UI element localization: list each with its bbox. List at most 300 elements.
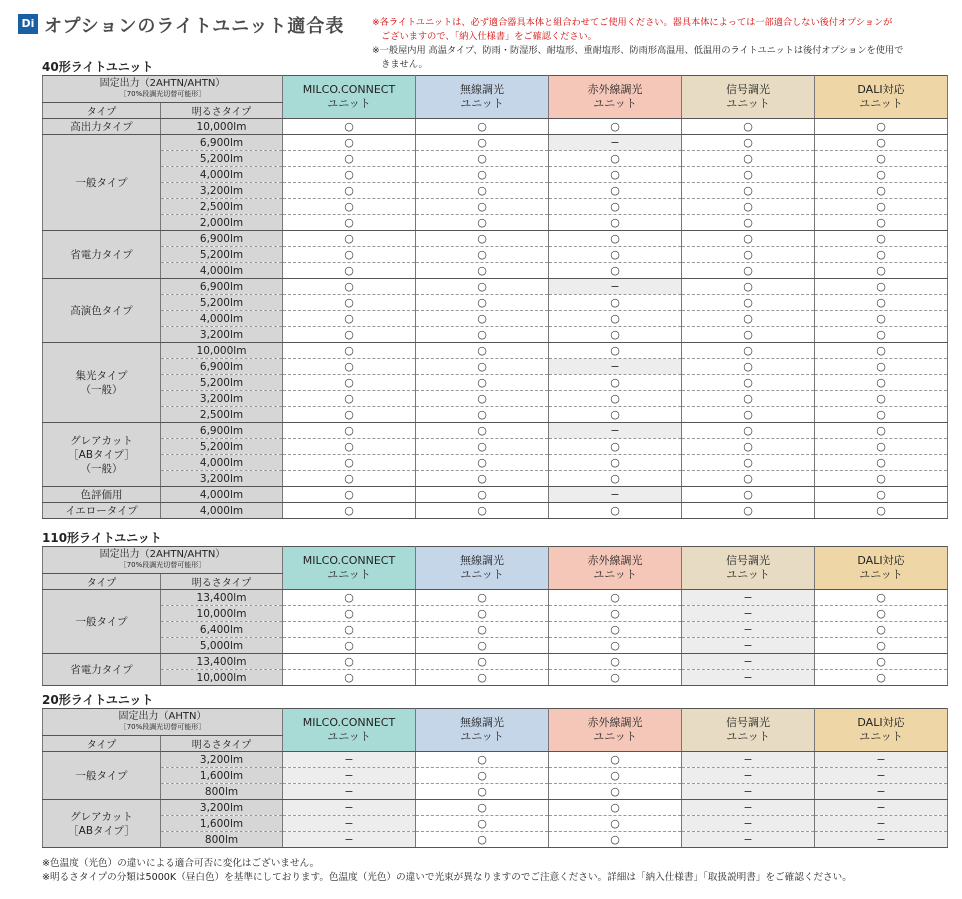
- compat-cell-shingo: ○: [682, 455, 815, 471]
- compat-cell-shingo: ○: [682, 247, 815, 263]
- type-label-line: （一般）: [80, 462, 123, 475]
- compat-cell-milco: ○: [283, 590, 416, 606]
- brightness-value: 6,900lm: [161, 135, 283, 151]
- table-row: [43, 359, 948, 375]
- compat-cell-shingo: −: [682, 800, 815, 816]
- compat-cell-milco: ○: [283, 391, 416, 407]
- compat-cell-sekigai: ○: [549, 752, 682, 768]
- fixed-output-label: 固定出力（AHTN）: [118, 711, 207, 722]
- compat-cell-dali: ○: [815, 407, 948, 423]
- compat-cell-musen: ○: [416, 784, 549, 800]
- type-header: タイプ: [43, 736, 161, 752]
- column-header-sekigai: [549, 76, 682, 119]
- column-header-line2: ユニット: [327, 730, 371, 743]
- column-header-line1: DALI対応: [857, 554, 905, 567]
- column-header-line1: MILCO.CONNECT: [302, 83, 396, 96]
- column-header-line2: ユニット: [726, 97, 770, 110]
- compat-cell-musen: ○: [416, 151, 549, 167]
- column-header-line2: ユニット: [327, 97, 371, 110]
- brightness-value: 800lm: [161, 832, 283, 848]
- table-row: [43, 832, 948, 848]
- table-row: [43, 503, 948, 519]
- column-header-line1: MILCO.CONNECT: [302, 716, 396, 729]
- compat-cell-milco: ○: [283, 311, 416, 327]
- compat-cell-shingo: −: [682, 622, 815, 638]
- brightness-value: 4,000lm: [161, 455, 283, 471]
- compat-cell-musen: ○: [416, 279, 549, 295]
- brightness-value: 5,000lm: [161, 638, 283, 654]
- table-row: [43, 768, 948, 784]
- compat-cell-musen: ○: [416, 471, 549, 487]
- compat-cell-shingo: ○: [682, 375, 815, 391]
- top-note-line: きません。: [372, 59, 428, 70]
- bottom-note-line: ※色温度（光色）の違いによる適合可否に変化はございません。: [42, 858, 320, 869]
- compat-cell-dali: ○: [815, 183, 948, 199]
- compat-cell-shingo: ○: [682, 487, 815, 503]
- type-cell: [43, 752, 161, 800]
- compat-cell-milco: ○: [283, 638, 416, 654]
- compat-cell-musen: ○: [416, 816, 549, 832]
- table-row: [43, 654, 948, 670]
- fixed-output-sub: ［70%段調光切替可能形］: [119, 723, 206, 731]
- compat-cell-sekigai: ○: [549, 407, 682, 423]
- table-row: [43, 167, 948, 183]
- compat-cell-dali: ○: [815, 311, 948, 327]
- compat-cell-milco: ○: [283, 407, 416, 423]
- compat-cell-milco: ○: [283, 622, 416, 638]
- table-row: [43, 638, 948, 654]
- brightness-value: 4,000lm: [161, 263, 283, 279]
- column-header-line1: 信号調光: [726, 716, 770, 729]
- compat-cell-milco: −: [283, 816, 416, 832]
- brightness-value: 10,000lm: [161, 119, 283, 135]
- compat-cell-milco: ○: [283, 503, 416, 519]
- compat-cell-musen: ○: [416, 295, 549, 311]
- table-row: [43, 590, 948, 606]
- compat-cell-sekigai: ○: [549, 832, 682, 848]
- compat-cell-dali: −: [815, 752, 948, 768]
- type-label-line: 高出力タイプ: [70, 120, 133, 133]
- compat-cell-dali: ○: [815, 119, 948, 135]
- compat-cell-musen: ○: [416, 752, 549, 768]
- compat-cell-sekigai: −: [549, 359, 682, 375]
- compat-cell-musen: ○: [416, 391, 549, 407]
- compat-cell-musen: ○: [416, 622, 549, 638]
- top-note-line: ※一般屋内用 高温タイプ、防雨・防湿形、耐塩形、重耐塩形、防雨形高温用、低温用のライトユニットは後付オプションを使用で: [372, 45, 904, 56]
- fixed-output-sub: ［70%段調光切替可能形］: [119, 90, 206, 98]
- compat-cell-dali: ○: [815, 279, 948, 295]
- table-row: [43, 327, 948, 343]
- brightness-value: 3,200lm: [161, 183, 283, 199]
- compat-cell-dali: ○: [815, 359, 948, 375]
- compat-cell-dali: ○: [815, 231, 948, 247]
- compat-cell-sekigai: ○: [549, 119, 682, 135]
- compat-cell-dali: ○: [815, 215, 948, 231]
- compat-cell-shingo: ○: [682, 343, 815, 359]
- column-header-line2: ユニット: [593, 730, 637, 743]
- compat-cell-sekigai: ○: [549, 199, 682, 215]
- compat-cell-musen: ○: [416, 670, 549, 686]
- compat-cell-shingo: ○: [682, 391, 815, 407]
- table-row: [43, 407, 948, 423]
- table-row: [43, 135, 948, 151]
- fixed-output-header: [43, 76, 283, 103]
- brightness-header: 明るさタイプ: [161, 103, 283, 119]
- compat-cell-shingo: ○: [682, 183, 815, 199]
- fixed-output-sub: ［70%段調光切替可能形］: [119, 561, 206, 569]
- compat-cell-dali: ○: [815, 135, 948, 151]
- compat-cell-sekigai: ○: [549, 215, 682, 231]
- compat-cell-dali: −: [815, 784, 948, 800]
- brightness-value: 4,000lm: [161, 167, 283, 183]
- fixed-output-label: 固定出力（2AHTN/AHTN）: [99, 549, 226, 560]
- brightness-value: 800lm: [161, 784, 283, 800]
- column-header-line1: 無線調光: [460, 554, 504, 567]
- compat-cell-musen: ○: [416, 439, 549, 455]
- compat-cell-sekigai: ○: [549, 606, 682, 622]
- compat-cell-milco: ○: [283, 670, 416, 686]
- compat-cell-shingo: −: [682, 784, 815, 800]
- brightness-value: 6,900lm: [161, 279, 283, 295]
- column-header-musen: [416, 709, 549, 752]
- compat-cell-sekigai: ○: [549, 471, 682, 487]
- di-badge: Di: [18, 14, 38, 34]
- compat-cell-musen: ○: [416, 800, 549, 816]
- compat-cell-musen: ○: [416, 590, 549, 606]
- table-row: [43, 439, 948, 455]
- compat-cell-milco: ○: [283, 199, 416, 215]
- compat-cell-musen: ○: [416, 606, 549, 622]
- column-header-line2: ユニット: [593, 97, 637, 110]
- column-header-musen: [416, 76, 549, 119]
- compat-cell-shingo: −: [682, 590, 815, 606]
- compat-cell-sekigai: ○: [549, 295, 682, 311]
- type-cell: [43, 279, 161, 343]
- fixed-output-header: [43, 547, 283, 574]
- type-label-line: ［ABタイプ］: [68, 448, 135, 461]
- column-header-line1: DALI対応: [857, 716, 905, 729]
- compat-cell-milco: ○: [283, 135, 416, 151]
- compat-cell-shingo: ○: [682, 359, 815, 375]
- compat-cell-shingo: −: [682, 816, 815, 832]
- compat-cell-shingo: ○: [682, 167, 815, 183]
- brightness-value: 5,200lm: [161, 375, 283, 391]
- compat-cell-shingo: ○: [682, 151, 815, 167]
- compat-cell-milco: ○: [283, 247, 416, 263]
- compat-cell-shingo: ○: [682, 311, 815, 327]
- compat-cell-sekigai: ○: [549, 183, 682, 199]
- compat-cell-musen: ○: [416, 263, 549, 279]
- compat-cell-dali: ○: [815, 375, 948, 391]
- brightness-value: 4,000lm: [161, 487, 283, 503]
- brightness-value: 3,200lm: [161, 800, 283, 816]
- brightness-value: 1,600lm: [161, 768, 283, 784]
- compat-cell-milco: −: [283, 800, 416, 816]
- compat-cell-musen: ○: [416, 343, 549, 359]
- type-cell: [43, 487, 161, 503]
- top-note-line: ※各ライトユニットは、必ず適合器具本体と組合わせてご使用ください。器具本体によっては一部適合しない後付オプションが: [372, 17, 893, 28]
- compatibility-table: [42, 708, 948, 848]
- compat-cell-shingo: ○: [682, 215, 815, 231]
- compat-cell-musen: ○: [416, 487, 549, 503]
- brightness-value: 6,400lm: [161, 622, 283, 638]
- brightness-value: 3,200lm: [161, 752, 283, 768]
- page-title: オプションのライトユニット適合表: [44, 16, 345, 37]
- column-header-line1: DALI対応: [857, 83, 905, 96]
- compat-cell-milco: ○: [283, 606, 416, 622]
- type-cell: [43, 503, 161, 519]
- column-header-line2: ユニット: [460, 97, 504, 110]
- compat-cell-sekigai: ○: [549, 784, 682, 800]
- column-header-dali: [815, 547, 948, 590]
- compat-cell-dali: ○: [815, 295, 948, 311]
- compat-cell-milco: ○: [283, 167, 416, 183]
- column-header-line1: 赤外線調光: [587, 554, 643, 567]
- table-row: [43, 487, 948, 503]
- type-cell: [43, 654, 161, 686]
- brightness-value: 6,900lm: [161, 423, 283, 439]
- table-row: [43, 199, 948, 215]
- compat-cell-shingo: ○: [682, 279, 815, 295]
- column-header-line1: MILCO.CONNECT: [302, 554, 396, 567]
- brightness-header: 明るさタイプ: [161, 736, 283, 752]
- type-label-line: グレアカット: [70, 810, 133, 823]
- column-header-line2: ユニット: [460, 730, 504, 743]
- compat-cell-milco: ○: [283, 119, 416, 135]
- column-header-line1: 赤外線調光: [587, 83, 643, 96]
- compat-cell-sekigai: ○: [549, 263, 682, 279]
- compat-cell-shingo: ○: [682, 199, 815, 215]
- table-row: [43, 215, 948, 231]
- column-header-dali: [815, 76, 948, 119]
- compat-cell-shingo: −: [682, 768, 815, 784]
- compat-cell-dali: ○: [815, 327, 948, 343]
- section-title: 110形ライトユニット: [42, 531, 162, 545]
- compat-cell-sekigai: ○: [549, 151, 682, 167]
- compat-cell-dali: ○: [815, 167, 948, 183]
- compat-cell-musen: ○: [416, 327, 549, 343]
- section-title: 40形ライトユニット: [42, 60, 154, 74]
- compat-cell-musen: ○: [416, 183, 549, 199]
- table-row: [43, 151, 948, 167]
- compat-cell-shingo: ○: [682, 471, 815, 487]
- table-row: [43, 343, 948, 359]
- compat-cell-milco: −: [283, 752, 416, 768]
- column-header-milco: [283, 76, 416, 119]
- table-row: [43, 670, 948, 686]
- compat-cell-dali: ○: [815, 670, 948, 686]
- compat-cell-musen: ○: [416, 407, 549, 423]
- column-header-line1: 赤外線調光: [587, 716, 643, 729]
- compat-cell-sekigai: ○: [549, 455, 682, 471]
- column-header-milco: [283, 709, 416, 752]
- compat-cell-dali: ○: [815, 606, 948, 622]
- compat-cell-sekigai: ○: [549, 768, 682, 784]
- compat-cell-sekigai: ○: [549, 590, 682, 606]
- type-label-line: 一般タイプ: [75, 176, 128, 189]
- compat-cell-shingo: ○: [682, 295, 815, 311]
- compat-cell-milco: ○: [283, 375, 416, 391]
- column-header-line2: ユニット: [859, 730, 903, 743]
- column-header-line2: ユニット: [460, 568, 504, 581]
- compat-cell-shingo: −: [682, 638, 815, 654]
- compat-cell-milco: ○: [283, 151, 416, 167]
- type-label-line: ［ABタイプ］: [68, 824, 135, 837]
- table-row: [43, 622, 948, 638]
- table-row: [43, 311, 948, 327]
- compat-cell-sekigai: ○: [549, 167, 682, 183]
- column-header-line1: 信号調光: [726, 554, 770, 567]
- brightness-value: 6,900lm: [161, 231, 283, 247]
- compat-cell-sekigai: ○: [549, 375, 682, 391]
- column-header-sekigai: [549, 709, 682, 752]
- brightness-value: 4,000lm: [161, 311, 283, 327]
- compat-cell-sekigai: ○: [549, 816, 682, 832]
- compat-cell-shingo: ○: [682, 439, 815, 455]
- compat-cell-milco: ○: [283, 263, 416, 279]
- brightness-value: 1,600lm: [161, 816, 283, 832]
- table-row: [43, 784, 948, 800]
- type-label-line: 一般タイプ: [75, 769, 128, 782]
- compat-cell-sekigai: ○: [549, 391, 682, 407]
- compat-cell-shingo: ○: [682, 231, 815, 247]
- type-cell: [43, 590, 161, 654]
- type-cell: [43, 343, 161, 423]
- compat-cell-shingo: ○: [682, 263, 815, 279]
- bottom-notes: [42, 857, 852, 885]
- type-label-line: 省電力タイプ: [70, 248, 133, 261]
- compat-cell-dali: ○: [815, 638, 948, 654]
- bottom-note-line: ※明るさタイプの分類は5000K（昼白色）を基準にしております。色温度（光色）の違いで光束が異なりますのでご注意ください。詳細は「納入仕様書」「取扱説明書」をご確認ください。: [42, 872, 852, 883]
- brightness-value: 13,400lm: [161, 590, 283, 606]
- compat-cell-musen: ○: [416, 503, 549, 519]
- fixed-output-header: [43, 709, 283, 736]
- compat-cell-dali: ○: [815, 343, 948, 359]
- compat-cell-sekigai: ○: [549, 654, 682, 670]
- table-row: [43, 231, 948, 247]
- compat-cell-shingo: ○: [682, 135, 815, 151]
- type-label-line: 高演色タイプ: [70, 304, 133, 317]
- table-row: [43, 263, 948, 279]
- compat-cell-milco: ○: [283, 455, 416, 471]
- table-row: [43, 423, 948, 439]
- type-label-line: イエロータイプ: [65, 504, 138, 517]
- compat-cell-dali: ○: [815, 423, 948, 439]
- column-header-line1: 信号調光: [726, 83, 770, 96]
- brightness-value: 10,000lm: [161, 606, 283, 622]
- compat-cell-musen: ○: [416, 135, 549, 151]
- compat-cell-milco: −: [283, 784, 416, 800]
- compat-cell-musen: ○: [416, 199, 549, 215]
- compat-cell-shingo: −: [682, 752, 815, 768]
- compat-cell-shingo: −: [682, 606, 815, 622]
- compat-cell-milco: ○: [283, 423, 416, 439]
- table-row: [43, 471, 948, 487]
- column-header-sekigai: [549, 547, 682, 590]
- type-label-line: （一般）: [80, 383, 123, 396]
- table-row: [43, 247, 948, 263]
- type-label-line: 省電力タイプ: [70, 663, 133, 676]
- brightness-value: 3,200lm: [161, 391, 283, 407]
- brightness-value: 5,200lm: [161, 247, 283, 263]
- column-header-line2: ユニット: [327, 568, 371, 581]
- compat-cell-musen: ○: [416, 375, 549, 391]
- column-header-line2: ユニット: [726, 730, 770, 743]
- table-row: [43, 606, 948, 622]
- compat-cell-dali: −: [815, 768, 948, 784]
- compat-cell-sekigai: ○: [549, 638, 682, 654]
- compat-cell-musen: ○: [416, 231, 549, 247]
- compat-cell-sekigai: ○: [549, 311, 682, 327]
- compat-cell-shingo: ○: [682, 407, 815, 423]
- compat-cell-dali: ○: [815, 391, 948, 407]
- column-header-musen: [416, 547, 549, 590]
- type-label-line: 集光タイプ: [75, 369, 128, 382]
- compat-cell-milco: ○: [283, 439, 416, 455]
- brightness-header: 明るさタイプ: [161, 574, 283, 590]
- brightness-value: 13,400lm: [161, 654, 283, 670]
- compat-cell-dali: ○: [815, 654, 948, 670]
- compat-cell-milco: ○: [283, 654, 416, 670]
- table-row: [43, 816, 948, 832]
- column-header-shingo: [682, 76, 815, 119]
- compat-cell-dali: ○: [815, 487, 948, 503]
- compat-cell-musen: ○: [416, 768, 549, 784]
- brightness-value: 3,200lm: [161, 327, 283, 343]
- compat-cell-milco: −: [283, 768, 416, 784]
- column-header-shingo: [682, 547, 815, 590]
- compat-cell-shingo: ○: [682, 503, 815, 519]
- top-note-line: ございますので、「納入仕様書」をご確認ください。: [372, 31, 597, 42]
- table-row: [43, 279, 948, 295]
- compat-cell-milco: ○: [283, 487, 416, 503]
- compat-cell-dali: ○: [815, 263, 948, 279]
- column-header-milco: [283, 547, 416, 590]
- compatibility-table: [42, 546, 948, 686]
- type-cell: [43, 423, 161, 487]
- type-cell: [43, 119, 161, 135]
- compat-cell-shingo: ○: [682, 327, 815, 343]
- compat-cell-musen: ○: [416, 423, 549, 439]
- compat-cell-musen: ○: [416, 638, 549, 654]
- compat-cell-musen: ○: [416, 119, 549, 135]
- top-notes: [372, 16, 957, 72]
- column-header-line1: 無線調光: [460, 83, 504, 96]
- type-cell: [43, 800, 161, 848]
- compat-cell-milco: ○: [283, 295, 416, 311]
- compat-cell-musen: ○: [416, 654, 549, 670]
- compat-cell-sekigai: −: [549, 279, 682, 295]
- compat-cell-milco: ○: [283, 343, 416, 359]
- compat-cell-dali: ○: [815, 590, 948, 606]
- compat-cell-sekigai: ○: [549, 622, 682, 638]
- table-row: [43, 455, 948, 471]
- compat-cell-sekigai: ○: [549, 231, 682, 247]
- compat-cell-milco: ○: [283, 471, 416, 487]
- compat-cell-sekigai: ○: [549, 670, 682, 686]
- compat-cell-shingo: −: [682, 670, 815, 686]
- compat-cell-sekigai: −: [549, 135, 682, 151]
- brightness-value: 3,200lm: [161, 471, 283, 487]
- compat-cell-milco: ○: [283, 279, 416, 295]
- column-header-dali: [815, 709, 948, 752]
- compat-cell-musen: ○: [416, 832, 549, 848]
- compat-cell-sekigai: ○: [549, 439, 682, 455]
- brightness-value: 5,200lm: [161, 439, 283, 455]
- brightness-value: 10,000lm: [161, 670, 283, 686]
- table-row: [43, 752, 948, 768]
- compat-cell-dali: ○: [815, 151, 948, 167]
